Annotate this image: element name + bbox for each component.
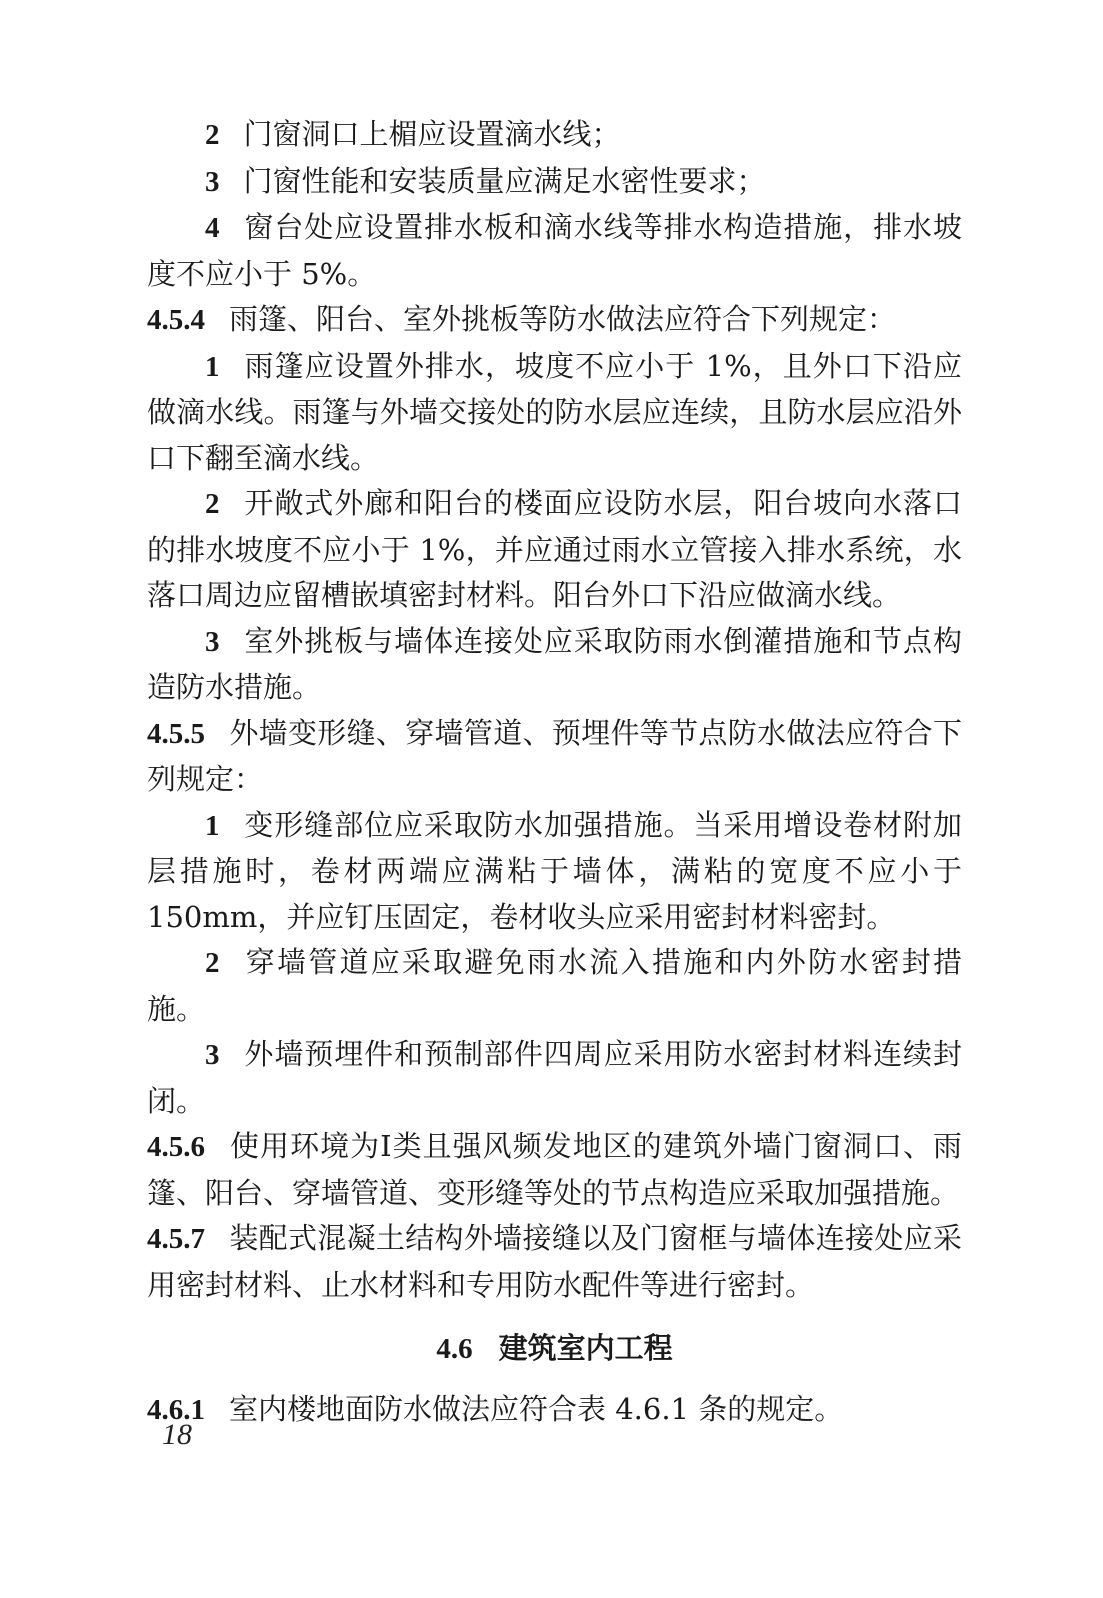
item-number: 4 xyxy=(205,212,220,244)
list-item xyxy=(147,205,962,297)
item-text: 门窗洞口上楣应设置滴水线； xyxy=(243,117,621,151)
list-item xyxy=(147,344,962,482)
list-item xyxy=(147,1032,962,1124)
list-item xyxy=(147,619,962,711)
item-number: 2 xyxy=(205,119,220,151)
clause-number: 4.5.4 xyxy=(147,304,205,336)
clause-text: 装配式混凝土结构外墙接缝以及门窗框与墙体连接处应采用密封材料、止水材料和专用防水配件等进行密封。 xyxy=(147,1221,962,1302)
clause-number: 4.5.7 xyxy=(147,1223,205,1255)
clause-4-5-4 xyxy=(147,297,962,344)
clause-number: 4.5.5 xyxy=(147,717,205,750)
clause-number: 4.5.6 xyxy=(147,1131,205,1163)
clause-4-6-1 xyxy=(147,1387,962,1434)
clause-4-5-7 xyxy=(147,1216,962,1308)
page-number: 18 xyxy=(162,1418,192,1451)
section-title xyxy=(147,1326,962,1373)
item-number: 3 xyxy=(205,625,220,658)
item-number: 1 xyxy=(205,350,220,383)
list-item xyxy=(147,159,962,206)
item-text: 穿墙管道应采取避免雨水流入措施和内外防水密封措施。 xyxy=(147,945,962,1026)
clause-text: 使用环境为Ⅰ类且强风频发地区的建筑外墙门窗洞口、雨篷、阳台、穿墙管道、变形缝等处的节点构造应采取加强措施。 xyxy=(147,1129,962,1210)
item-text: 雨篷应设置外排水，坡度不应小于 1%，且外口下沿应做滴水线。雨篷与外墙交接处的防水层应连续，且防水层应沿外口下翻至滴水线。 xyxy=(147,348,962,475)
item-number: 2 xyxy=(205,488,220,520)
item-text: 开敞式外廊和阳台的楼面应设防水层，阳台坡向水落口的排水坡度不应小于 1%，并应通过雨水立管接入排水系统，水落口周边应留槽嵌填密封材料。阳台外口下沿应做滴水线。 xyxy=(147,486,962,612)
item-text: 变形缝部位应采取防水加强措施。当采用增设卷材附加层措施时，卷材两端应满粘于墙体，满粘的宽度不应小于150mm，并应钉压固定，卷材收头应采用密封材料密封。 xyxy=(147,807,962,934)
clause-number: 4.6.1 xyxy=(147,1393,205,1426)
section-heading: 建筑室内工程 xyxy=(498,1331,673,1365)
clause-4-5-6 xyxy=(147,1124,962,1216)
item-number: 3 xyxy=(205,1039,220,1071)
list-item xyxy=(147,112,962,159)
clause-text: 外墙变形缝、穿墙管道、预埋件等节点防水做法应符合下列规定： xyxy=(147,715,962,796)
item-number: 1 xyxy=(205,809,220,842)
clause-4-5-5 xyxy=(147,711,962,803)
item-text: 窗台处应设置排水板和滴水线等排水构造措施，排水坡度不应小于 5%。 xyxy=(147,210,962,291)
section-number: 4.6 xyxy=(436,1333,473,1365)
item-number: 2 xyxy=(205,947,220,979)
clause-text: 室内楼地面防水做法应符合表 4.6.1 条的规定。 xyxy=(229,1391,844,1426)
item-text: 门窗性能和安装质量应满足水密性要求； xyxy=(243,163,766,198)
list-item xyxy=(147,803,962,941)
item-text: 室外挑板与墙体连接处应采取防雨水倒灌措施和节点构造防水措施。 xyxy=(147,623,962,704)
item-number: 3 xyxy=(205,165,220,198)
clause-text: 雨篷、阳台、室外挑板等防水做法应符合下列规定： xyxy=(229,302,897,336)
list-item xyxy=(147,481,962,619)
list-item xyxy=(147,940,962,1032)
document-body xyxy=(147,112,962,1433)
item-text: 外墙预埋件和预制部件四周应采用防水密封材料连续封闭。 xyxy=(147,1037,962,1118)
